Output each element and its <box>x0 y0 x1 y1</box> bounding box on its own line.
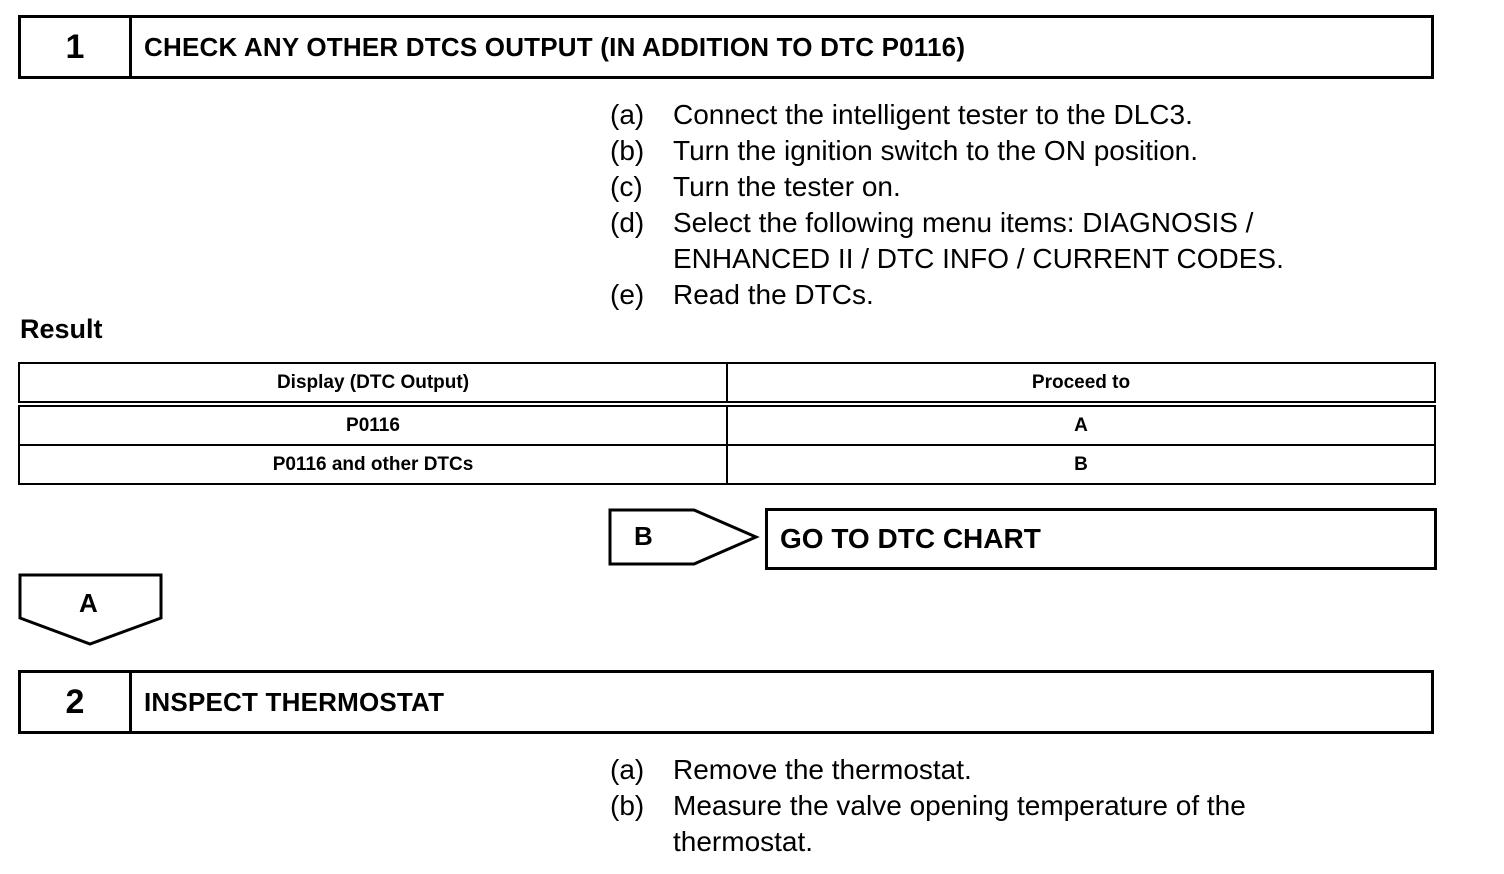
flow-a-label: A <box>79 588 98 618</box>
table-cell: P0116 and other DTCs <box>19 445 727 484</box>
step-1-number: 1 <box>21 18 132 76</box>
instruction-label: (c) <box>610 171 643 202</box>
instruction-label: (a) <box>610 754 645 785</box>
instruction-item-continued <box>610 241 1284 277</box>
step-1-instructions <box>610 97 1284 313</box>
step-2-title: INSPECT THERMOSTAT <box>144 686 445 717</box>
instruction-label: (b) <box>610 135 645 166</box>
instruction-label: (a) <box>610 99 645 130</box>
instruction-text: Turn the tester on. <box>673 171 901 202</box>
instruction-label: (d) <box>610 207 645 238</box>
instruction-item-continued <box>610 824 1246 860</box>
table-cell: B <box>727 445 1435 484</box>
instruction-item <box>610 169 1284 205</box>
instruction-item <box>610 205 1284 241</box>
instruction-label: (e) <box>610 279 645 310</box>
instruction-text: Measure the valve opening temperature of the <box>673 790 1246 821</box>
step-2-header <box>18 670 1434 734</box>
instruction-text: Turn the ignition switch to the ON position. <box>673 135 1198 166</box>
flow-b-arrow-icon <box>608 508 760 568</box>
instruction-text: thermostat. <box>673 826 814 857</box>
table-cell: A <box>727 404 1435 445</box>
step-1-title: CHECK ANY OTHER DTCS OUTPUT (IN ADDITION TO DTC P0116) <box>144 31 966 62</box>
table-header-row <box>19 363 1435 404</box>
instruction-text: ENHANCED II / DTC INFO / CURRENT CODES. <box>673 243 1284 274</box>
flow-b-label: B <box>634 521 653 551</box>
instruction-item <box>610 97 1284 133</box>
instruction-text: Select the following menu items: DIAGNOSIS / <box>673 207 1254 238</box>
instruction-item <box>610 788 1246 824</box>
instruction-text: Read the DTCs. <box>673 279 874 310</box>
table-row <box>19 445 1435 484</box>
step-2-instructions <box>610 752 1246 860</box>
go-to-dtc-chart-box: GO TO DTC CHART <box>765 508 1437 570</box>
instruction-item <box>610 277 1284 313</box>
result-table <box>18 362 1436 485</box>
instruction-text: Connect the intelligent tester to the DLC3. <box>673 99 1193 130</box>
instruction-label: (b) <box>610 790 645 821</box>
column-header-proceed: Proceed to <box>727 363 1435 404</box>
table-cell: P0116 <box>19 404 727 445</box>
step-1-header <box>18 15 1434 79</box>
step-2-number: 2 <box>21 673 132 731</box>
instruction-item <box>610 752 1246 788</box>
result-label: Result <box>20 314 103 344</box>
instruction-item <box>610 133 1284 169</box>
table-row <box>19 404 1435 445</box>
instruction-text: Remove the thermostat. <box>673 754 972 785</box>
column-header-display: Display (DTC Output) <box>19 363 727 404</box>
